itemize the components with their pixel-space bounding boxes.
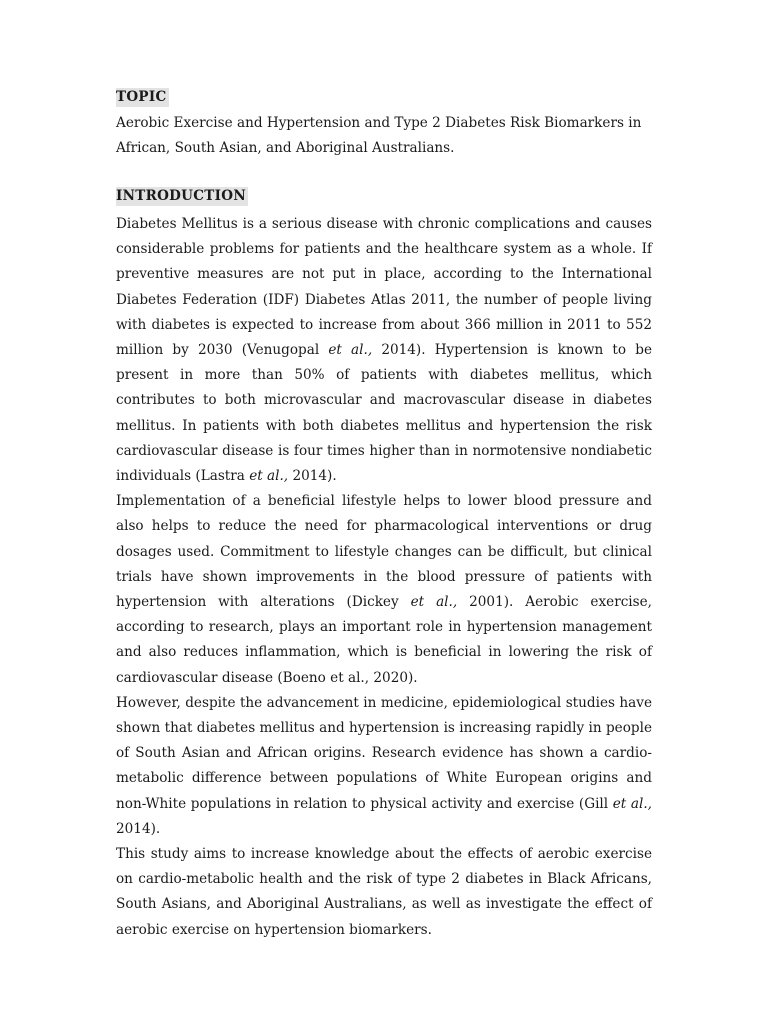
paragraph-text: 2001). Aerobic exercise, according to research, plays an important role in hypertension management and also reduces inflammation, which is beneficial in lowering the risk of cardiovascular disease (Boeno et al., 2020).: [116, 594, 652, 686]
introduction-heading: INTRODUCTION: [116, 188, 246, 204]
intro-paragraph-3: [116, 691, 652, 842]
paragraph-text: 2014). Hypertension is known to be present in more than 50% of patients with diabetes mellitus, which contributes to both microvascular and macrovascular disease in diabetes mellitus. In patients with both diabetes mellitus and hypertension the risk cardiovascular disease is four times higher than in normotensive nondiabetic individuals (Lastra: [116, 342, 652, 485]
intro-paragraph-1: [116, 212, 652, 489]
intro-paragraph-2: [116, 489, 652, 691]
paragraph-text: 2014).: [288, 468, 337, 485]
intro-paragraph-4: [116, 842, 652, 943]
paragraph-text: Implementation of a beneficial lifestyle helps to lower blood pressure and also helps to reduce the need for pharmacological interventions or drug dosages used. Commitment to lifestyle changes can be difficult, but clinical trials have shown improvements in the blood pressure of patients with hypertension with alterations (Dickey: [116, 493, 652, 611]
citation-et-al: et al.,: [328, 342, 373, 359]
paragraph-text: This study aims to increase knowledge about the effects of aerobic exercise on cardio-metabolic health and the risk of type 2 diabetes in Black Africans, South Asians, and Aboriginal Australians, as well as investigate the effect of aerobic exercise on hypertension biomarkers.: [116, 846, 652, 938]
citation-et-al: et al.,: [612, 795, 652, 812]
paragraph-text: However, despite the advancement in medicine, epidemiological studies have shown that diabetes mellitus and hypertension is increasing rapidly in people of South Asian and African origins. Research evidence has shown a cardio-metabolic difference between populations of White European origins and non-White populations in relation to physical activity and exercise (Gill: [116, 694, 652, 812]
citation-et-al: et al.,: [410, 594, 458, 611]
document-page: [116, 86, 652, 943]
citation-et-al: et al.,: [249, 468, 289, 485]
topic-text: Aerobic Exercise and Hypertension and Type 2 Diabetes Risk Biomarkers in African, South Asian, and Aboriginal Australians.: [116, 115, 642, 156]
topic-heading: TOPIC: [116, 89, 167, 105]
paragraph-text: 2014).: [116, 820, 161, 837]
paragraph-text: Diabetes Mellitus is a serious disease with chronic complications and causes considerable problems for patients and the healthcare system as a whole. If preventive measures are not put in place, according to the International Diabetes Federation (IDF) Diabetes Atlas 2011, the number of people living with diabetes is expected to increase from about 366 million in 2011 to 552 million by 2030 (Venugopal: [116, 216, 652, 359]
